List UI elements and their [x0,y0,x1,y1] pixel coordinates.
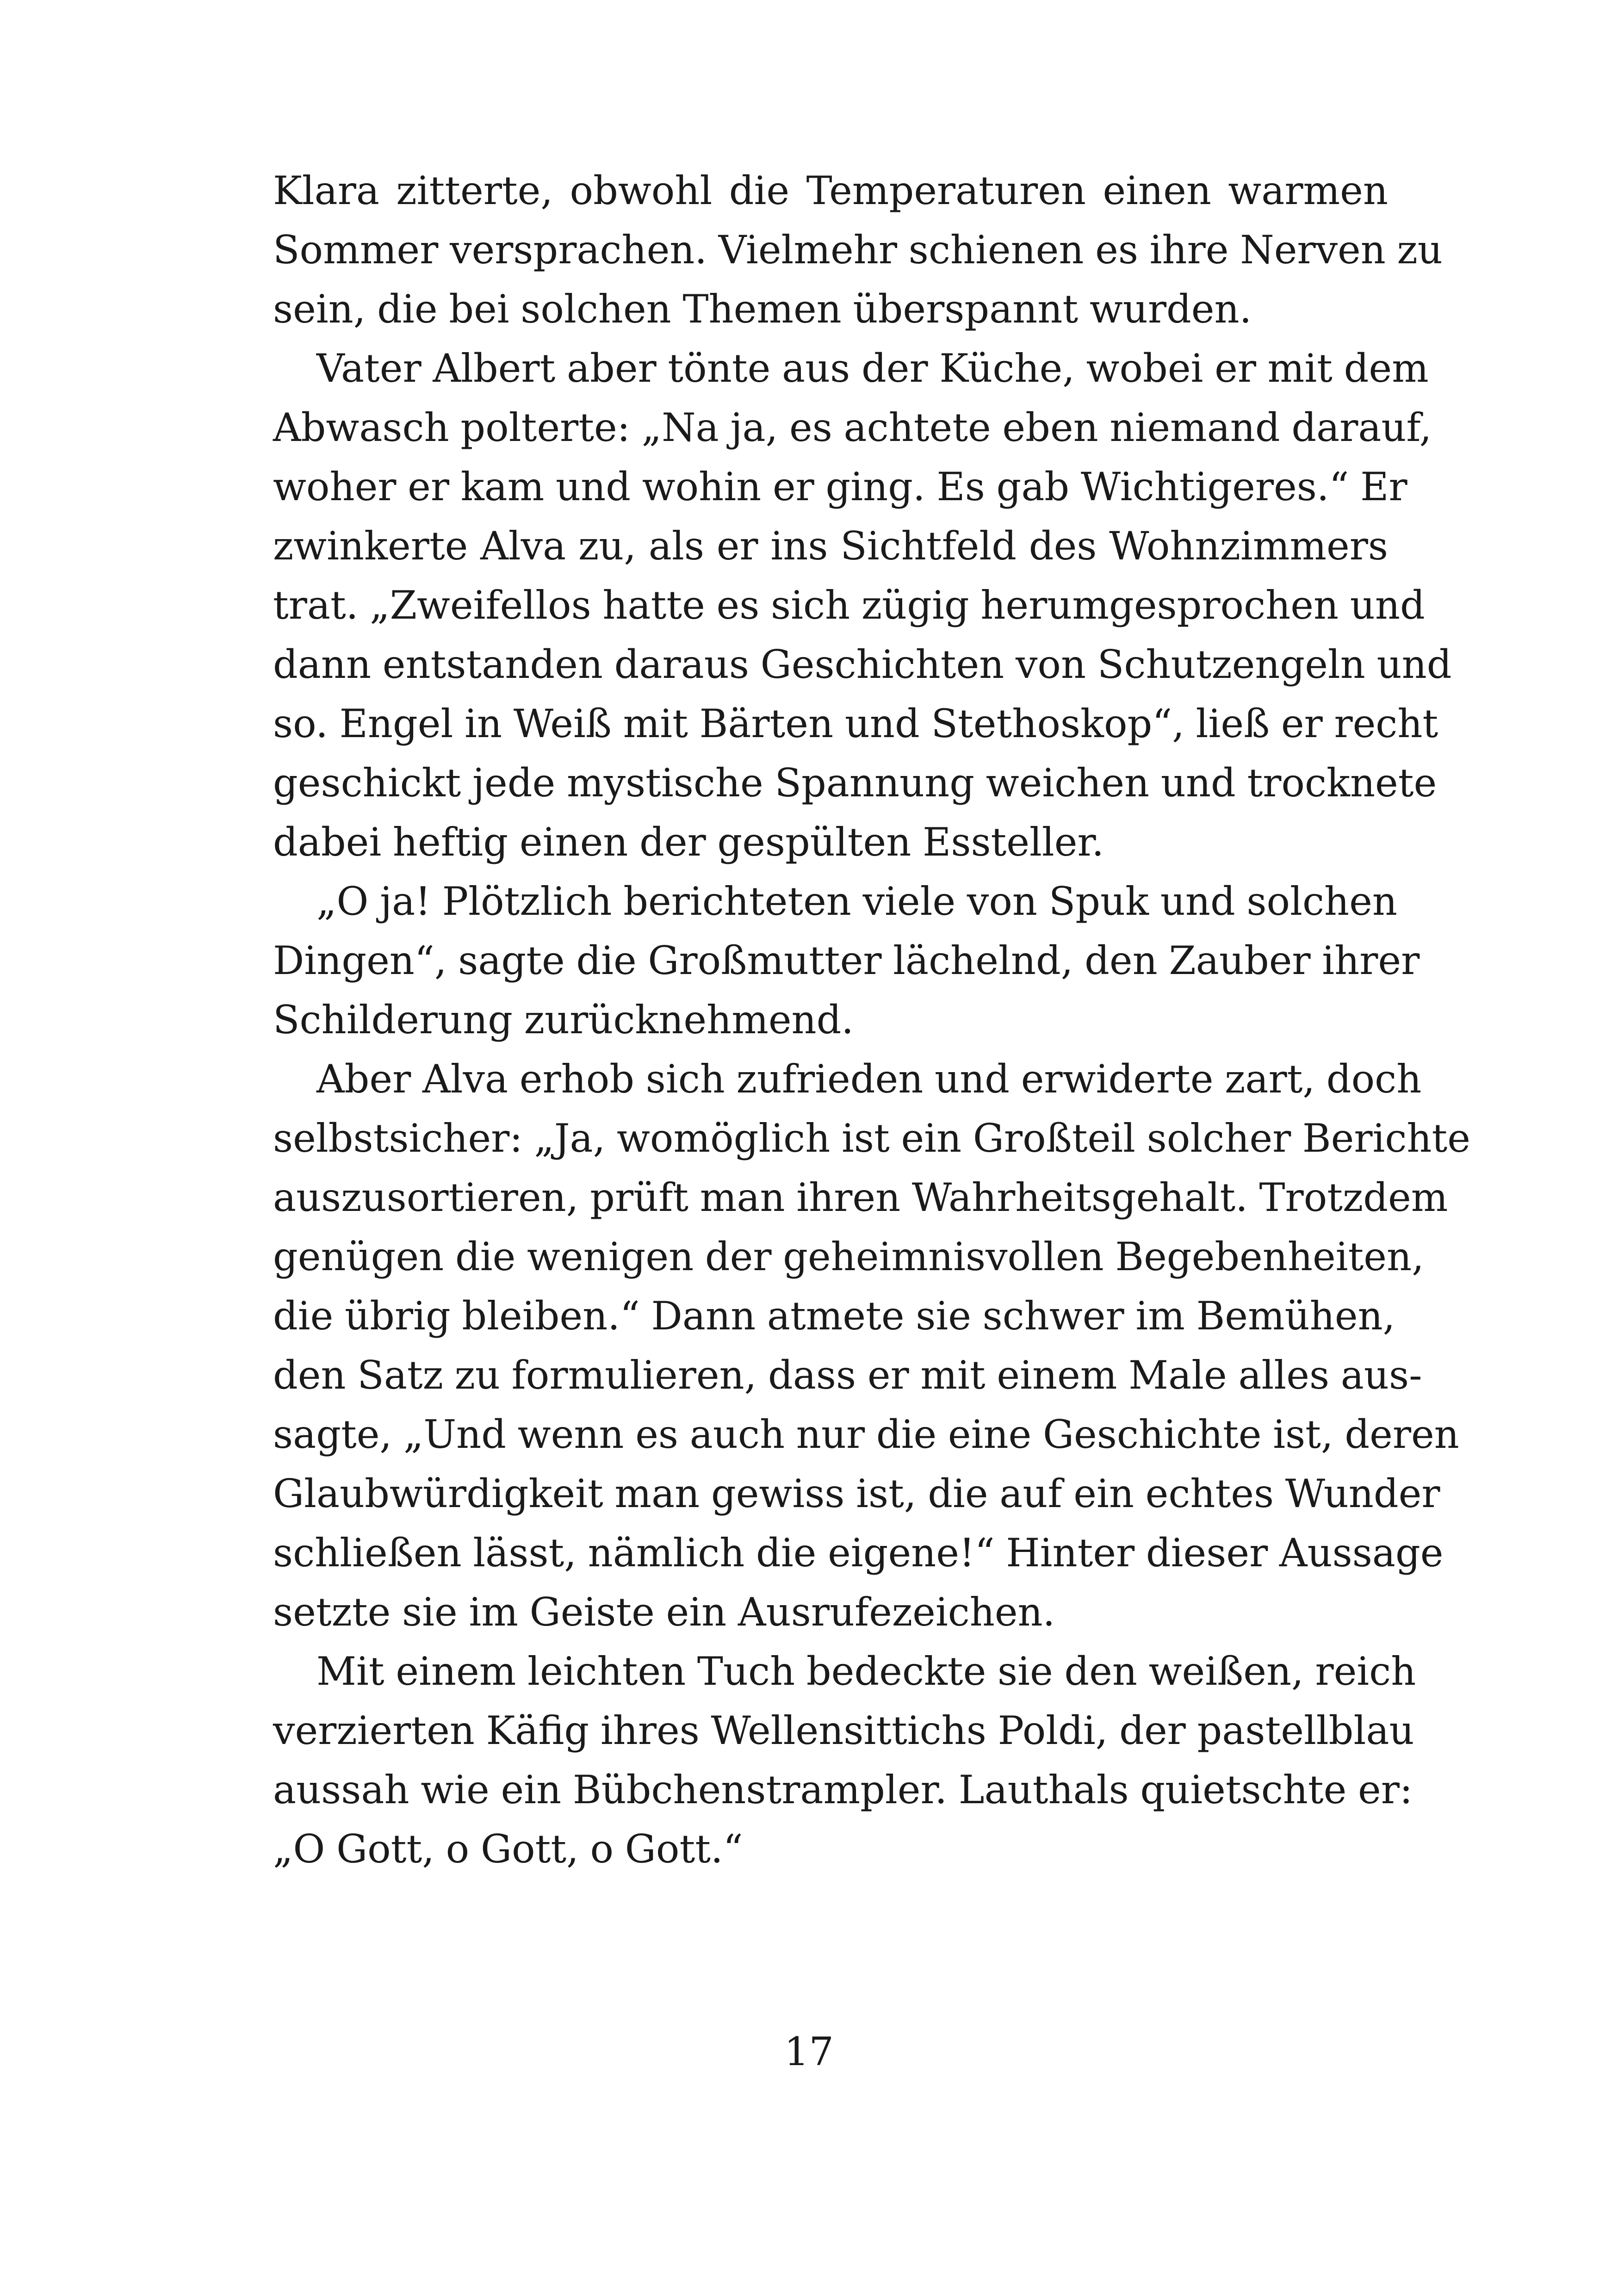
text-line: auszusortieren, prüft man ihren Wahrheitsgehalt. Trotzdem [273,1175,1448,1220]
body-text [273,161,1470,1879]
text-line: „O ja! Plötzlich berichteten viele von Spuk und solchen [316,879,1397,924]
text-line: geschickt jede mystische Spannung weichen und trocknete [273,760,1437,806]
text-line: sein, die bei solchen Themen überspannt wurden. [273,286,1252,332]
text-line: dann entstanden daraus Geschichten von Schutzengeln und [273,642,1452,687]
text-line: selbstsicher: „Ja, womöglich ist ein Großteil solcher Berichte [273,1116,1470,1161]
text-line: so. Engel in Weiß mit Bärten und Stethoskop“, ließ er recht [273,701,1438,746]
text-line: Vater Albert aber tönte aus der Küche, wobei er mit dem [316,346,1429,391]
page-number: 17 [784,2029,834,2074]
text-line: schließen lässt, nämlich die eigene!“ Hinter dieser Aussage [273,1530,1444,1576]
text-line: woher er kam und wohin er ging. Es gab Wichtigeres.“ Er [273,464,1407,509]
text-line: Glaubwürdigkeit man gewiss ist, die auf ein echtes Wunder [273,1471,1440,1516]
text-line: die übrig bleiben.“ Dann atmete sie schwer im Bemühen, [273,1293,1395,1339]
text-line: Schilderung zurücknehmend. [273,997,854,1043]
text-line: Mit einem leichten Tuch bedeckte sie den weißen, reich [316,1649,1416,1694]
text-line: setzte sie im Geiste ein Ausrufezeichen. [273,1589,1055,1635]
text-line: genügen die wenigen der geheimnisvollen Begebenheiten, [273,1234,1424,1279]
text-line: dabei heftig einen der gespülten Essteller. [273,819,1104,865]
text-line: verzierten Käfig ihres Wellensittichs Poldi, der pastellblau [273,1708,1414,1753]
text-line: sagte, „Und wenn es auch nur die eine Geschichte ist, deren [273,1412,1459,1457]
text-line: den Satz zu formulieren, dass er mit einem Male alles aus- [273,1353,1422,1398]
text-line: trat. „Zweifellos hatte es sich zügig herumgesprochen und [273,583,1425,628]
text-line: „O Gott, o Gott, o Gott.“ [273,1826,743,1872]
text-line: Dingen“, sagte die Großmutter lächelnd, den Zauber ihrer [273,938,1420,983]
text-line: Sommer versprachen. Vielmehr schienen es ihre Nerven zu [273,227,1443,273]
text-line: Aber Alva erhob sich zufrieden und erwiderte zart, doch [316,1056,1422,1102]
text-line: aussah wie ein Bübchenstrampler. Lauthals quietschte er: [273,1767,1413,1812]
text-line: Klara zitterte, obwohl die Temperaturen einen warmen [273,168,1388,213]
text-line: Abwasch polterte: „Na ja, es achtete eben niemand darauf, [273,405,1432,450]
text-line: zwinkerte Alva zu, als er ins Sichtfeld des Wohnzimmers [273,523,1388,569]
